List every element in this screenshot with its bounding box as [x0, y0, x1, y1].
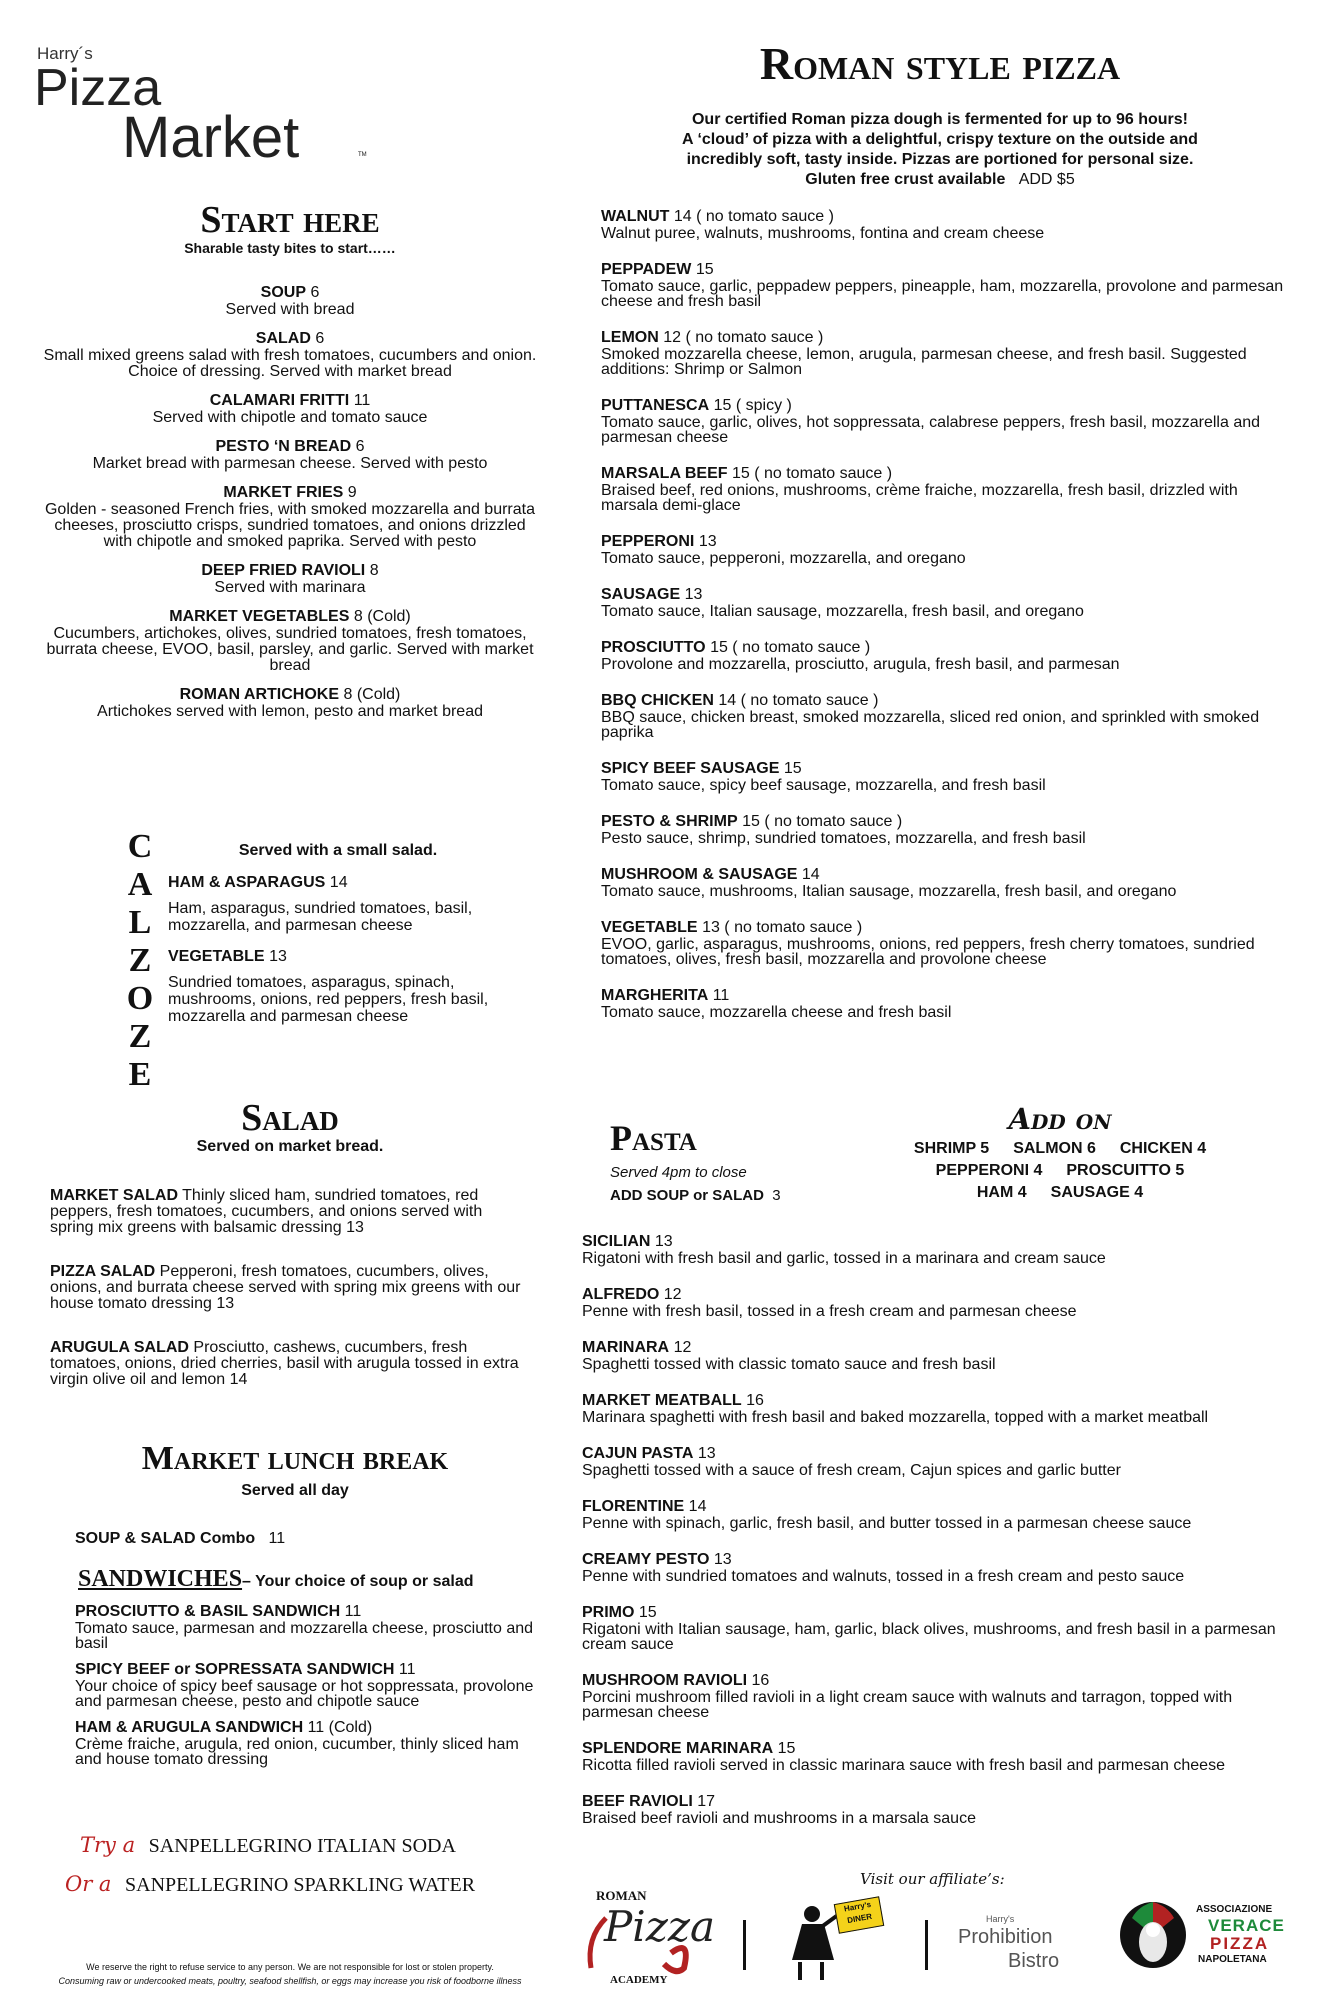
- item-price: 11: [344, 1603, 362, 1620]
- calzone-item: [168, 948, 508, 1025]
- pasta-heading: [582, 1445, 1302, 1463]
- pizza-heading: [601, 397, 1291, 415]
- item-description: Artichokes served with lemon, pesto and market bread: [97, 703, 483, 720]
- item-name: BEEF RAVIOLI: [582, 1793, 693, 1810]
- salad-section: [50, 1098, 530, 1388]
- pizza-item: [601, 760, 1291, 793]
- item-description: Ricotta filled ravioli served in classic marinara sauce with fresh basil and parmesan cheese: [582, 1757, 1225, 1774]
- item-description: Small mixed greens salad with fresh tomatoes, cucumbers and onion. Choice of dressing. Served with market bread: [43, 347, 537, 380]
- item-description: Tomato sauce, spicy beef sausage, mozzarella, and fresh basil: [601, 777, 1046, 794]
- harrys-pizza-market-logo: [30, 40, 370, 190]
- item-description: Braised beef ravioli and mushrooms in a marsala sauce: [582, 1810, 976, 1827]
- pizza-heading: [601, 760, 1291, 778]
- starter-item: [40, 562, 540, 596]
- item-description: Served with marinara: [214, 579, 366, 596]
- item-price: 8 (Cold): [343, 686, 401, 703]
- starter-item: [40, 438, 540, 472]
- pasta-heading: [582, 1793, 1302, 1811]
- pasta-heading: [582, 1551, 1302, 1569]
- pizza-item: [601, 465, 1291, 513]
- drink-item: [80, 1833, 520, 1858]
- add-on-title: Add on: [1008, 1102, 1112, 1136]
- pasta-item: [582, 1793, 1302, 1826]
- item-description: Penne with spinach, garlic, fresh basil, and butter tossed in a parmesan cheese sauce: [582, 1515, 1192, 1532]
- pasta-item: [582, 1392, 1302, 1425]
- item-price: 15: [638, 1604, 657, 1621]
- pizza-heading: [601, 987, 1291, 1005]
- pizza-heading: [601, 813, 1291, 831]
- roman-pizza-academy-logo: [576, 1888, 715, 1988]
- pizza-list: [601, 208, 1291, 1040]
- calzone-letter: E: [128, 1056, 152, 1093]
- pasta-list: [582, 1233, 1302, 1846]
- item-description: Spaghetti tossed with classic tomato sauce and fresh basil: [582, 1356, 996, 1373]
- diner-sign: Harry's DINER: [834, 1896, 885, 1934]
- item-price: 15: [777, 1740, 796, 1757]
- item-description: Cucumbers, artichokes, olives, sundried tomatoes, fresh tomatoes, burrata cheese, EVOO, basil, parsley, and garlic. Served with market bread: [46, 625, 534, 674]
- starter-heading: [40, 438, 540, 456]
- item-name: CREAMY PESTO: [582, 1551, 710, 1568]
- item-name: CAJUN PASTA: [582, 1445, 694, 1462]
- add-on-item: PEPPERONI 4: [935, 1162, 1043, 1179]
- item-description: Tomato sauce, garlic, peppadew peppers, pineapple, ham, mozzarella, provolone and parmesan cheese and fresh basil: [601, 278, 1284, 310]
- item-price: 8 (Cold): [353, 608, 411, 625]
- item-price: 17: [697, 1793, 716, 1810]
- item-name: PROSCIUTTO: [601, 639, 706, 656]
- pizza-heading: [601, 533, 1291, 551]
- lunch-section: [50, 1440, 540, 1767]
- pizza-item: [601, 813, 1291, 846]
- item-price: 12: [673, 1339, 692, 1356]
- add-soup-price: 3: [772, 1187, 781, 1204]
- item-name: CALAMARI FRITTI: [209, 392, 350, 409]
- pasta-heading: [582, 1286, 1302, 1304]
- item-name: SPLENDORE MARINARA: [582, 1740, 774, 1757]
- item-price: 6: [315, 330, 325, 347]
- starter-item: [40, 284, 540, 318]
- item-name: PROSCIUTTO & BASIL SANDWICH: [75, 1603, 341, 1620]
- calzone-letter: Z: [128, 942, 152, 979]
- item-price: 16: [746, 1392, 764, 1409]
- item-name: DEEP FRIED RAVIOLI: [201, 562, 366, 579]
- soup-salad-combo: [75, 1530, 540, 1548]
- pasta-item: [582, 1551, 1302, 1584]
- start-here-subtitle: Sharable tasty bites to start……: [184, 240, 396, 256]
- pizza-heading: [601, 866, 1291, 884]
- item-price: 14: [329, 874, 348, 891]
- affiliate-divider: [743, 1920, 746, 1970]
- item-description: Spaghetti tossed with a sauce of fresh cream, Cajun spices and garlic butter: [582, 1462, 1121, 1479]
- pizza-item: [601, 692, 1291, 740]
- starter-item: [40, 392, 540, 426]
- salad-subtitle: Served on market bread.: [196, 1138, 384, 1155]
- calzone-vertical-title: [120, 828, 160, 1094]
- starter-item: [40, 608, 540, 674]
- footnotes: [30, 1960, 550, 1988]
- add-on-item: SHRIMP 5: [913, 1140, 990, 1157]
- salad-item: [50, 1340, 530, 1388]
- item-description: Tomato sauce, pepperoni, mozzarella, and oregano: [601, 550, 966, 567]
- item-description: EVOO, garlic, asparagus, mushrooms, onions, red peppers, fresh cherry tomatoes, sundried tomatoes, olives, fresh basil, mozzarella and provolone cheese: [601, 936, 1255, 968]
- item-price: 12: [663, 1286, 682, 1303]
- pizza-item: [601, 261, 1291, 309]
- pasta-heading: [582, 1233, 1302, 1251]
- item-description: Crème fraiche, arugula, red onion, cucumber, thinly sliced ham and house tomato dressing: [75, 1736, 519, 1768]
- footnote-health: Consuming raw or undercooked meats, poultry, seafood shellfish, or eggs may increase you risk of foodborne illness: [58, 1976, 522, 1986]
- item-price: 13: [216, 1295, 235, 1312]
- rpa-bottom: ACADEMY: [610, 1974, 668, 1986]
- combo-name: SOUP & SALAD Combo: [75, 1530, 256, 1547]
- pizza-item: [601, 208, 1291, 241]
- calzone-letter: O: [126, 980, 154, 1017]
- pasta-item: [582, 1672, 1302, 1720]
- intro-line: incredibly soft, tasty inside. Pizzas are portioned for personal size.: [686, 151, 1194, 168]
- item-price: 14: [229, 1371, 248, 1388]
- item-description: Rigatoni with Italian sausage, ham, garlic, black olives, mushrooms, and fresh basil in a parmesan cream sauce: [582, 1621, 1276, 1653]
- item-name: WALNUT: [601, 208, 670, 225]
- item-description: Served with chipotle and tomato sauce: [152, 409, 428, 426]
- item-name: MARKET SALAD: [50, 1187, 178, 1204]
- harrys-prohibition-bistro-logo: [958, 1914, 1098, 1984]
- avpn-line1: ASSOCIAZIONE: [1196, 1904, 1273, 1915]
- pizza-item: [601, 533, 1291, 566]
- add-on-section: [880, 1102, 1240, 1202]
- item-price: 11: [353, 392, 371, 409]
- calzone-heading: [168, 874, 508, 892]
- footnote-policy: We reserve the right to refuse service to any person. We are not responsible for lost or stolen property.: [86, 1962, 494, 1972]
- sandwich-list: [50, 1603, 540, 1767]
- item-description: Ham, asparagus, sundried tomatoes, basil, mozzarella, and parmesan cheese: [168, 900, 473, 934]
- pizza-item: [601, 639, 1291, 672]
- gluten-free-price: ADD $5: [1018, 171, 1075, 188]
- item-price: 12 ( no tomato sauce ): [663, 329, 824, 346]
- drink-lead: Or a: [65, 1872, 112, 1896]
- logo-tm: TM: [358, 152, 367, 158]
- item-price: 13: [697, 1445, 716, 1462]
- add-on-row: [880, 1140, 1240, 1158]
- pizza-heading: [601, 639, 1291, 657]
- pasta-header: [610, 1118, 850, 1204]
- calzone-heading: [168, 948, 508, 966]
- roman-pizza-header: [590, 40, 1290, 190]
- item-price: 15 ( spicy ): [713, 397, 792, 414]
- item-name: HAM & ARUGULA SANDWICH: [75, 1719, 304, 1736]
- item-price: 15: [783, 760, 802, 777]
- calzone-served-note: Served with a small salad.: [238, 842, 438, 859]
- item-price: 14 ( no tomato sauce ): [718, 692, 879, 709]
- item-name: ALFREDO: [582, 1286, 660, 1303]
- item-description: Braised beef, red onions, mushrooms, crème fraiche, mozzarella, fresh basil, drizzled with marsala demi-glace: [601, 482, 1238, 514]
- gluten-free-note: [590, 170, 1290, 190]
- item-description: Tomato sauce, mushrooms, Italian sausage, mozzarella, fresh basil, and oregano: [601, 883, 1177, 900]
- item-name: SOUP: [260, 284, 306, 301]
- item-description: Rigatoni with fresh basil and garlic, tossed in a marinara and cream sauce: [582, 1250, 1106, 1267]
- item-price: 6: [310, 284, 320, 301]
- item-price: 14: [801, 866, 820, 883]
- item-price: 13: [713, 1551, 732, 1568]
- item-description: Golden - seasoned French fries, with smoked mozzarella and burrata cheeses, prosciutto crisps, sundried tomatoes, and onions drizzled with chipotle and smoked paprika. Served with pesto: [44, 501, 535, 550]
- item-name: MUSHROOM & SAUSAGE: [601, 866, 798, 883]
- avpn-line3: PIZZA: [1210, 1934, 1270, 1953]
- bistro-small: Harry's: [986, 1914, 1015, 1924]
- item-price: 11: [398, 1661, 416, 1678]
- item-name: SPICY BEEF SAUSAGE: [601, 760, 780, 777]
- affiliates-section: [570, 1870, 1310, 1990]
- item-description: Penne with sundried tomatoes and walnuts, tossed in a fresh cream and pesto sauce: [582, 1568, 1185, 1585]
- item-price: 9: [347, 484, 357, 501]
- pizza-item: [601, 397, 1291, 445]
- item-description: Market bread with parmesan cheese. Served with pesto: [92, 455, 488, 472]
- pasta-item: [582, 1740, 1302, 1773]
- logo-harrys: Harry´s: [37, 44, 93, 63]
- item-name: MARINARA: [582, 1339, 670, 1356]
- item-description: Porcini mushroom filled ravioli in a light cream sauce with walnuts and tarragon, topped with parmesan cheese: [582, 1689, 1233, 1721]
- item-price: 11 (Cold): [307, 1719, 373, 1736]
- item-description: Thinly sliced ham, sundried tomatoes, red peppers, fresh tomatoes, cucumbers, and onions served with spring mix greens with balsamic dressing: [50, 1187, 483, 1236]
- item-description: Tomato sauce, parmesan and mozzarella cheese, prosciutto and basil: [75, 1620, 534, 1652]
- starter-heading: [40, 392, 540, 410]
- starters-list: [40, 284, 540, 720]
- sandwich-heading: [75, 1719, 540, 1737]
- item-description: Tomato sauce, garlic, olives, hot soppressata, calabrese peppers, fresh basil, mozzarella and parmesan cheese: [601, 414, 1261, 446]
- item-description: Prosciutto, cashews, cucumbers, fresh tomatoes, onions, dried cherries, basil with arugula tossed in extra virgin olive oil and lemon: [50, 1339, 519, 1388]
- avpn-pulcinella-icon: [1118, 1900, 1188, 1970]
- start-here-title: Start here: [200, 199, 380, 241]
- item-description: Walnut puree, walnuts, mushrooms, fontina and cream cheese: [601, 225, 1045, 242]
- avpn-line2: VERACE: [1208, 1916, 1285, 1935]
- item-name: HAM & ASPARAGUS: [168, 874, 326, 891]
- item-name: VEGETABLE: [168, 948, 265, 965]
- sandwiches-note: – Your choice of soup or salad: [242, 1573, 474, 1590]
- pizza-item: [601, 586, 1291, 619]
- item-price: 13: [698, 533, 717, 550]
- item-name: ARUGULA SALAD: [50, 1339, 189, 1356]
- pasta-item: [582, 1445, 1302, 1478]
- avpn-logo: [1118, 1900, 1308, 1980]
- item-name: MARKET MEATBALL: [582, 1392, 742, 1409]
- pasta-heading: [582, 1498, 1302, 1516]
- item-price: 8: [369, 562, 379, 579]
- item-description: Your choice of spicy beef sausage or hot soppressata, provolone and parmesan cheese, pesto and chipotle sauce: [75, 1678, 534, 1710]
- item-description: Pesto sauce, shrimp, sundried tomatoes, mozzarella, and fresh basil: [601, 830, 1086, 847]
- item-name: MARGHERITA: [601, 987, 709, 1004]
- calzone-letter: A: [127, 866, 153, 903]
- pizza-heading: [601, 692, 1291, 710]
- item-price: 13: [654, 1233, 673, 1250]
- roman-pizza-title: Roman style pizza: [759, 38, 1121, 89]
- add-on-item: SAUSAGE 4: [1050, 1184, 1144, 1201]
- drink-lead: Try a: [80, 1833, 136, 1857]
- item-price: 6: [355, 438, 365, 455]
- item-name: PUTTANESCA: [601, 397, 710, 414]
- item-name: SAUSAGE: [601, 586, 681, 603]
- drink-name: SANPELLEGRINO ITALIAN SODA: [148, 1835, 456, 1857]
- salad-item: [50, 1264, 530, 1312]
- item-price: 11: [712, 987, 730, 1004]
- rpa-swoosh-icon: [576, 1898, 706, 1978]
- calzone-letter: Z: [128, 1018, 152, 1055]
- sandwich-heading: [75, 1661, 540, 1679]
- item-name: VEGETABLE: [601, 919, 698, 936]
- item-description: Provolone and mozzarella, prosciutto, arugula, fresh basil, and parmesan: [601, 656, 1120, 673]
- pizza-item: [601, 329, 1291, 377]
- pasta-item: [582, 1286, 1302, 1319]
- pizza-item: [601, 987, 1291, 1020]
- pizza-heading: [601, 919, 1291, 937]
- starter-heading: [40, 330, 540, 348]
- item-name: PRIMO: [582, 1604, 635, 1621]
- starter-heading: [40, 284, 540, 302]
- item-name: MUSHROOM RAVIOLI: [582, 1672, 748, 1689]
- pizza-item: [601, 919, 1291, 967]
- drink-item: [65, 1872, 520, 1897]
- intro-line: A ‘cloud’ of pizza with a delightful, crispy texture on the outside and: [682, 131, 1198, 148]
- item-name: MARSALA BEEF: [601, 465, 728, 482]
- item-price: 14 ( no tomato sauce ): [673, 208, 834, 225]
- pizza-heading: [601, 261, 1291, 279]
- item-price: 15: [695, 261, 714, 278]
- item-price: 13 ( no tomato sauce ): [702, 919, 863, 936]
- pasta-item: [582, 1604, 1302, 1652]
- bistro-line1: Prohibition: [958, 1926, 1053, 1948]
- pasta-item: [582, 1339, 1302, 1372]
- pizza-item: [601, 866, 1291, 899]
- add-on-row: [880, 1184, 1240, 1202]
- pizza-heading: [601, 208, 1291, 226]
- item-description: Tomato sauce, mozzarella cheese and fresh basil: [601, 1004, 952, 1021]
- item-name: PESTO ‘N BREAD: [215, 438, 352, 455]
- sandwich-item: [75, 1719, 540, 1767]
- pasta-heading: [582, 1740, 1302, 1758]
- item-description: Penne with fresh basil, tossed in a fresh cream and parmesan cheese: [582, 1303, 1077, 1320]
- item-description: Marinara spaghetti with fresh basil and baked mozzarella, topped with a market meatball: [582, 1409, 1209, 1426]
- calzone-item: [168, 874, 508, 934]
- pasta-heading: [582, 1392, 1302, 1410]
- item-price: 15 ( no tomato sauce ): [710, 639, 871, 656]
- drink-name: SANPELLEGRINO SPARKLING WATER: [125, 1874, 476, 1896]
- rpa-script: Pizza: [604, 1902, 715, 1951]
- item-name: MARKET VEGETABLES: [169, 608, 350, 625]
- item-name: SPICY BEEF or SOPRESSATA SANDWICH: [75, 1661, 395, 1678]
- gluten-free-text: Gluten free crust available: [805, 171, 1006, 188]
- starter-heading: [40, 608, 540, 626]
- item-price: 15 ( no tomato sauce ): [731, 465, 893, 482]
- item-price: 13: [684, 586, 703, 603]
- item-description: Served with bread: [225, 301, 355, 318]
- pasta-heading: [582, 1604, 1302, 1622]
- add-soup-text: ADD SOUP or SALAD: [610, 1187, 764, 1204]
- item-price: 16: [751, 1672, 770, 1689]
- pizza-heading: [601, 586, 1291, 604]
- combo-price: 11: [268, 1530, 286, 1547]
- logo-market: Market: [122, 105, 300, 170]
- add-on-item: HAM 4: [976, 1184, 1027, 1201]
- sandwich-heading: [75, 1603, 540, 1621]
- salad-item: [50, 1188, 530, 1236]
- item-name: BBQ CHICKEN: [601, 692, 714, 709]
- item-description: BBQ sauce, chicken breast, smoked mozzarella, sliced red onion, and sprinkled with smoked paprika: [601, 709, 1260, 741]
- sandwiches-heading: [78, 1566, 540, 1593]
- start-here-section: [40, 200, 540, 720]
- pizza-heading: [601, 329, 1291, 347]
- item-name: MARKET FRIES: [223, 484, 344, 501]
- pasta-title: Pasta: [610, 1118, 697, 1158]
- salad-title: Salad: [241, 1097, 339, 1139]
- item-description: Tomato sauce, Italian sausage, mozzarella, fresh basil, and oregano: [601, 603, 1084, 620]
- item-name: ROMAN ARTICHOKE: [179, 686, 340, 703]
- calzone-section: [168, 842, 508, 1039]
- item-price: 15 ( no tomato sauce ): [742, 813, 903, 830]
- add-on-row: [880, 1162, 1240, 1180]
- calzone-letter: C: [127, 828, 153, 865]
- pizza-heading: [601, 465, 1291, 483]
- sandwich-item: [75, 1603, 540, 1651]
- pasta-heading: [582, 1339, 1302, 1357]
- starter-item: [40, 330, 540, 380]
- starter-item: [40, 686, 540, 720]
- pasta-item: [582, 1498, 1302, 1531]
- item-description: Pepperoni, fresh tomatoes, cucumbers, olives, onions, and burrata cheese served with spring mix greens with our house tomato dressing: [50, 1263, 521, 1312]
- item-price: 13: [269, 948, 287, 965]
- starter-heading: [40, 484, 540, 502]
- item-name: PESTO & SHRIMP: [601, 813, 738, 830]
- pasta-add-soup: [610, 1187, 850, 1204]
- item-name: PEPPADEW: [601, 261, 692, 278]
- intro-line: Our certified Roman pizza dough is fermented for up to 96 hours!: [691, 111, 1189, 128]
- starter-item: [40, 484, 540, 550]
- calzone-letter: L: [128, 904, 152, 941]
- sandwiches-title: SANDWICHES: [78, 1566, 243, 1592]
- lunch-subtitle: Served all day: [241, 1482, 349, 1499]
- item-name: LEMON: [601, 329, 659, 346]
- rpa-top: ROMAN: [596, 1888, 647, 1903]
- add-on-item: PROSCUITTO 5: [1066, 1162, 1185, 1179]
- affiliate-divider: [925, 1920, 928, 1970]
- item-price: 13: [346, 1219, 364, 1236]
- item-name: SICILIAN: [582, 1233, 651, 1250]
- logo-pizza: Pizza: [34, 59, 162, 117]
- item-description: Smoked mozzarella cheese, lemon, arugula, parmesan cheese, and fresh basil. Suggested additions: Shrimp or Salmon: [601, 346, 1247, 378]
- item-description: Sundried tomatoes, asparagus, spinach, mushrooms, onions, red peppers, fresh basil, mozzarella and parmesan cheese: [168, 974, 489, 1025]
- lunch-title: Market lunch break: [141, 1440, 449, 1477]
- pasta-served-note: Served 4pm to close: [610, 1164, 747, 1181]
- item-price: 14: [688, 1498, 707, 1515]
- sandwich-item: [75, 1661, 540, 1709]
- avpn-line4: NAPOLETANA: [1198, 1954, 1267, 1965]
- bistro-line2: Bistro: [1008, 1950, 1060, 1972]
- item-name: SALAD: [255, 330, 311, 347]
- calzone-list: [168, 874, 508, 1025]
- starter-heading: [40, 562, 540, 580]
- drinks-section: [65, 1833, 520, 1911]
- pasta-item: [582, 1233, 1302, 1266]
- item-name: PEPPERONI: [601, 533, 695, 550]
- add-on-item: SALMON 6: [1013, 1140, 1096, 1157]
- item-name: PIZZA SALAD: [50, 1263, 156, 1280]
- roman-pizza-intro: [590, 110, 1290, 190]
- pasta-heading: [582, 1672, 1302, 1690]
- add-on-item: CHICKEN 4: [1119, 1140, 1207, 1157]
- affiliates-label: Visit our affiliate’s:: [860, 1870, 1005, 1888]
- salad-list: [50, 1188, 530, 1388]
- harrys-diner-logo: [780, 1898, 890, 1984]
- item-name: FLORENTINE: [582, 1498, 685, 1515]
- starter-heading: [40, 686, 540, 704]
